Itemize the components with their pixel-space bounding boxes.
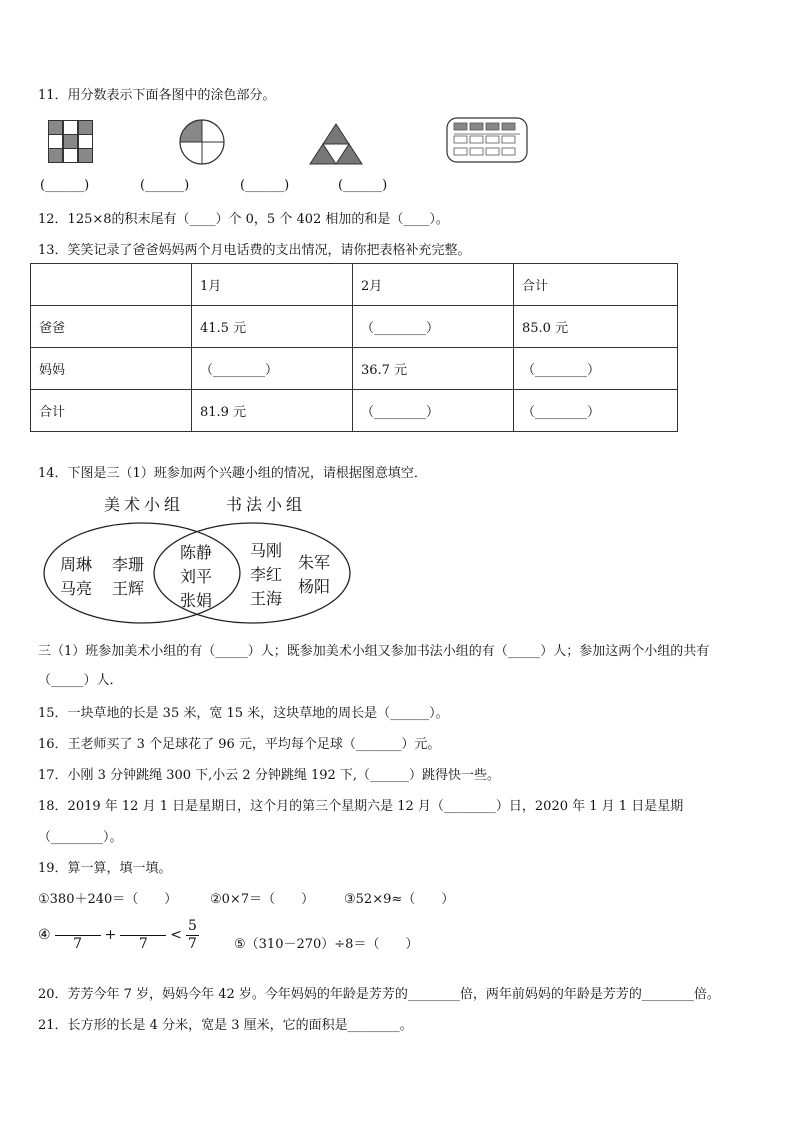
table-cell: 36.7 元 (353, 348, 514, 390)
q19-item-3: ③52×9≈（ ） (344, 892, 455, 907)
fraction-blank-1[interactable]: 7 (55, 918, 101, 953)
member-name: 王海 (250, 589, 283, 608)
table-row (31, 348, 678, 390)
member-name: 张娟 (180, 591, 213, 610)
table-header-row (31, 264, 678, 306)
table-cell: 81.9 元 (192, 390, 353, 432)
q19-item-1: ①380＋240＝（ ） (38, 892, 178, 907)
question-20: 20．芳芳今年 7 岁，妈妈今年 42 岁。今年妈妈的年龄是芳芳的________倍，两年前妈妈的年龄是芳芳的________倍。 (38, 987, 720, 1002)
row-label: 合计 (31, 390, 192, 432)
table-cell: 41.5 元 (192, 306, 353, 348)
question-13: 13．笑笑记录了爸爸妈妈两个月电话费的支出情况，请你把表格补充完整。 (38, 243, 471, 258)
question-17: 17．小刚 3 分钟跳绳 300 下,小云 2 分钟跳绳 192 下,（______）跳得快一些。 (38, 768, 501, 783)
question-14-line1: 三（1）班参加美术小组的有（_____）人；既参加美术小组又参加书法小组的有（_____）人；参加这两个小组的共有 (38, 644, 710, 659)
grid-figure (48, 120, 94, 164)
question-15: 15．一块草地的长是 35 米，宽 15 米，这块草地的周长是（______）。 (38, 706, 449, 721)
question-18-line1: 18．2019 年 12 月 1 日是星期日，这个月的第三个星期六是 12 月（________）日，2020 年 1 月 1 日是星期 (38, 799, 684, 814)
question-21: 21．长方形的长是 4 分米，宽是 3 厘米，它的面积是________。 (38, 1018, 413, 1033)
q11-answer-2[interactable]: (______) (140, 178, 190, 193)
art-group-label: 美术小组 (104, 495, 185, 514)
header-cell: 2月 (353, 264, 514, 306)
member-name: 王辉 (112, 579, 145, 598)
answer-cell[interactable]: （________） (192, 348, 353, 390)
question-14: 14．下图是三（1）班参加两个兴趣小组的情况，请根据图意填空． (38, 466, 427, 481)
question-11: 11．用分数表示下面各图中的涂色部分。 (38, 88, 276, 103)
question-18-line2: （________）。 (38, 830, 123, 845)
q11-answer-1[interactable]: (______) (40, 178, 90, 193)
q19-item-5: ⑤（310－270）÷8＝（ ） (234, 937, 419, 952)
question-14-line2: （_____）人． (38, 673, 123, 688)
fraction-five-sevenths: $\frac{5}{7}$ (188, 918, 197, 952)
calligraphy-group-label: 书法小组 (226, 495, 307, 514)
phone-bill-table (30, 263, 678, 432)
circle-figure (178, 118, 226, 166)
member-name: 朱军 (298, 553, 331, 572)
less-than-sign: < (170, 927, 183, 944)
item-4-marker: ④ (38, 927, 51, 944)
q11-answer-3[interactable]: (______) (240, 178, 290, 193)
member-name: 马亮 (60, 579, 93, 598)
header-cell: 合计 (514, 264, 678, 306)
table-row (31, 306, 678, 348)
rect-figure (446, 117, 528, 163)
answer-cell[interactable]: （________） (353, 306, 514, 348)
plus-sign: + (104, 927, 117, 944)
member-name: 李珊 (112, 555, 145, 574)
answer-cell[interactable]: （________） (514, 390, 678, 432)
table-cell: 85.0 元 (514, 306, 678, 348)
triangle-figure (308, 122, 364, 166)
member-name: 李红 (250, 565, 283, 584)
table-row (31, 390, 678, 432)
row-label: 爸爸 (31, 306, 192, 348)
member-name: 马刚 (250, 541, 283, 560)
member-name: 周琳 (60, 555, 93, 574)
fraction-blank-2[interactable]: 7 (120, 918, 166, 953)
q19-item-2: ②0×7＝（ ） (210, 892, 315, 907)
member-name: 杨阳 (298, 577, 331, 596)
header-cell: 1月 (192, 264, 353, 306)
question-16: 16．王老师买了 3 个足球花了 96 元，平均每个足球（_______）元。 (38, 737, 441, 752)
answer-cell[interactable]: （________） (353, 390, 514, 432)
row-label: 妈妈 (31, 348, 192, 390)
q11-answer-4[interactable]: (______) (338, 178, 388, 193)
member-name: 陈静 (180, 543, 213, 562)
header-cell (31, 264, 192, 306)
member-name: 刘平 (180, 567, 213, 586)
question-12: 12．125×8的积末尾有（____）个 0，5 个 402 相加的和是（____）。 (38, 212, 449, 227)
q19-item-4 (38, 918, 199, 953)
answer-cell[interactable]: （________） (514, 348, 678, 390)
question-19: 19．算一算，填一填。 (38, 861, 172, 876)
